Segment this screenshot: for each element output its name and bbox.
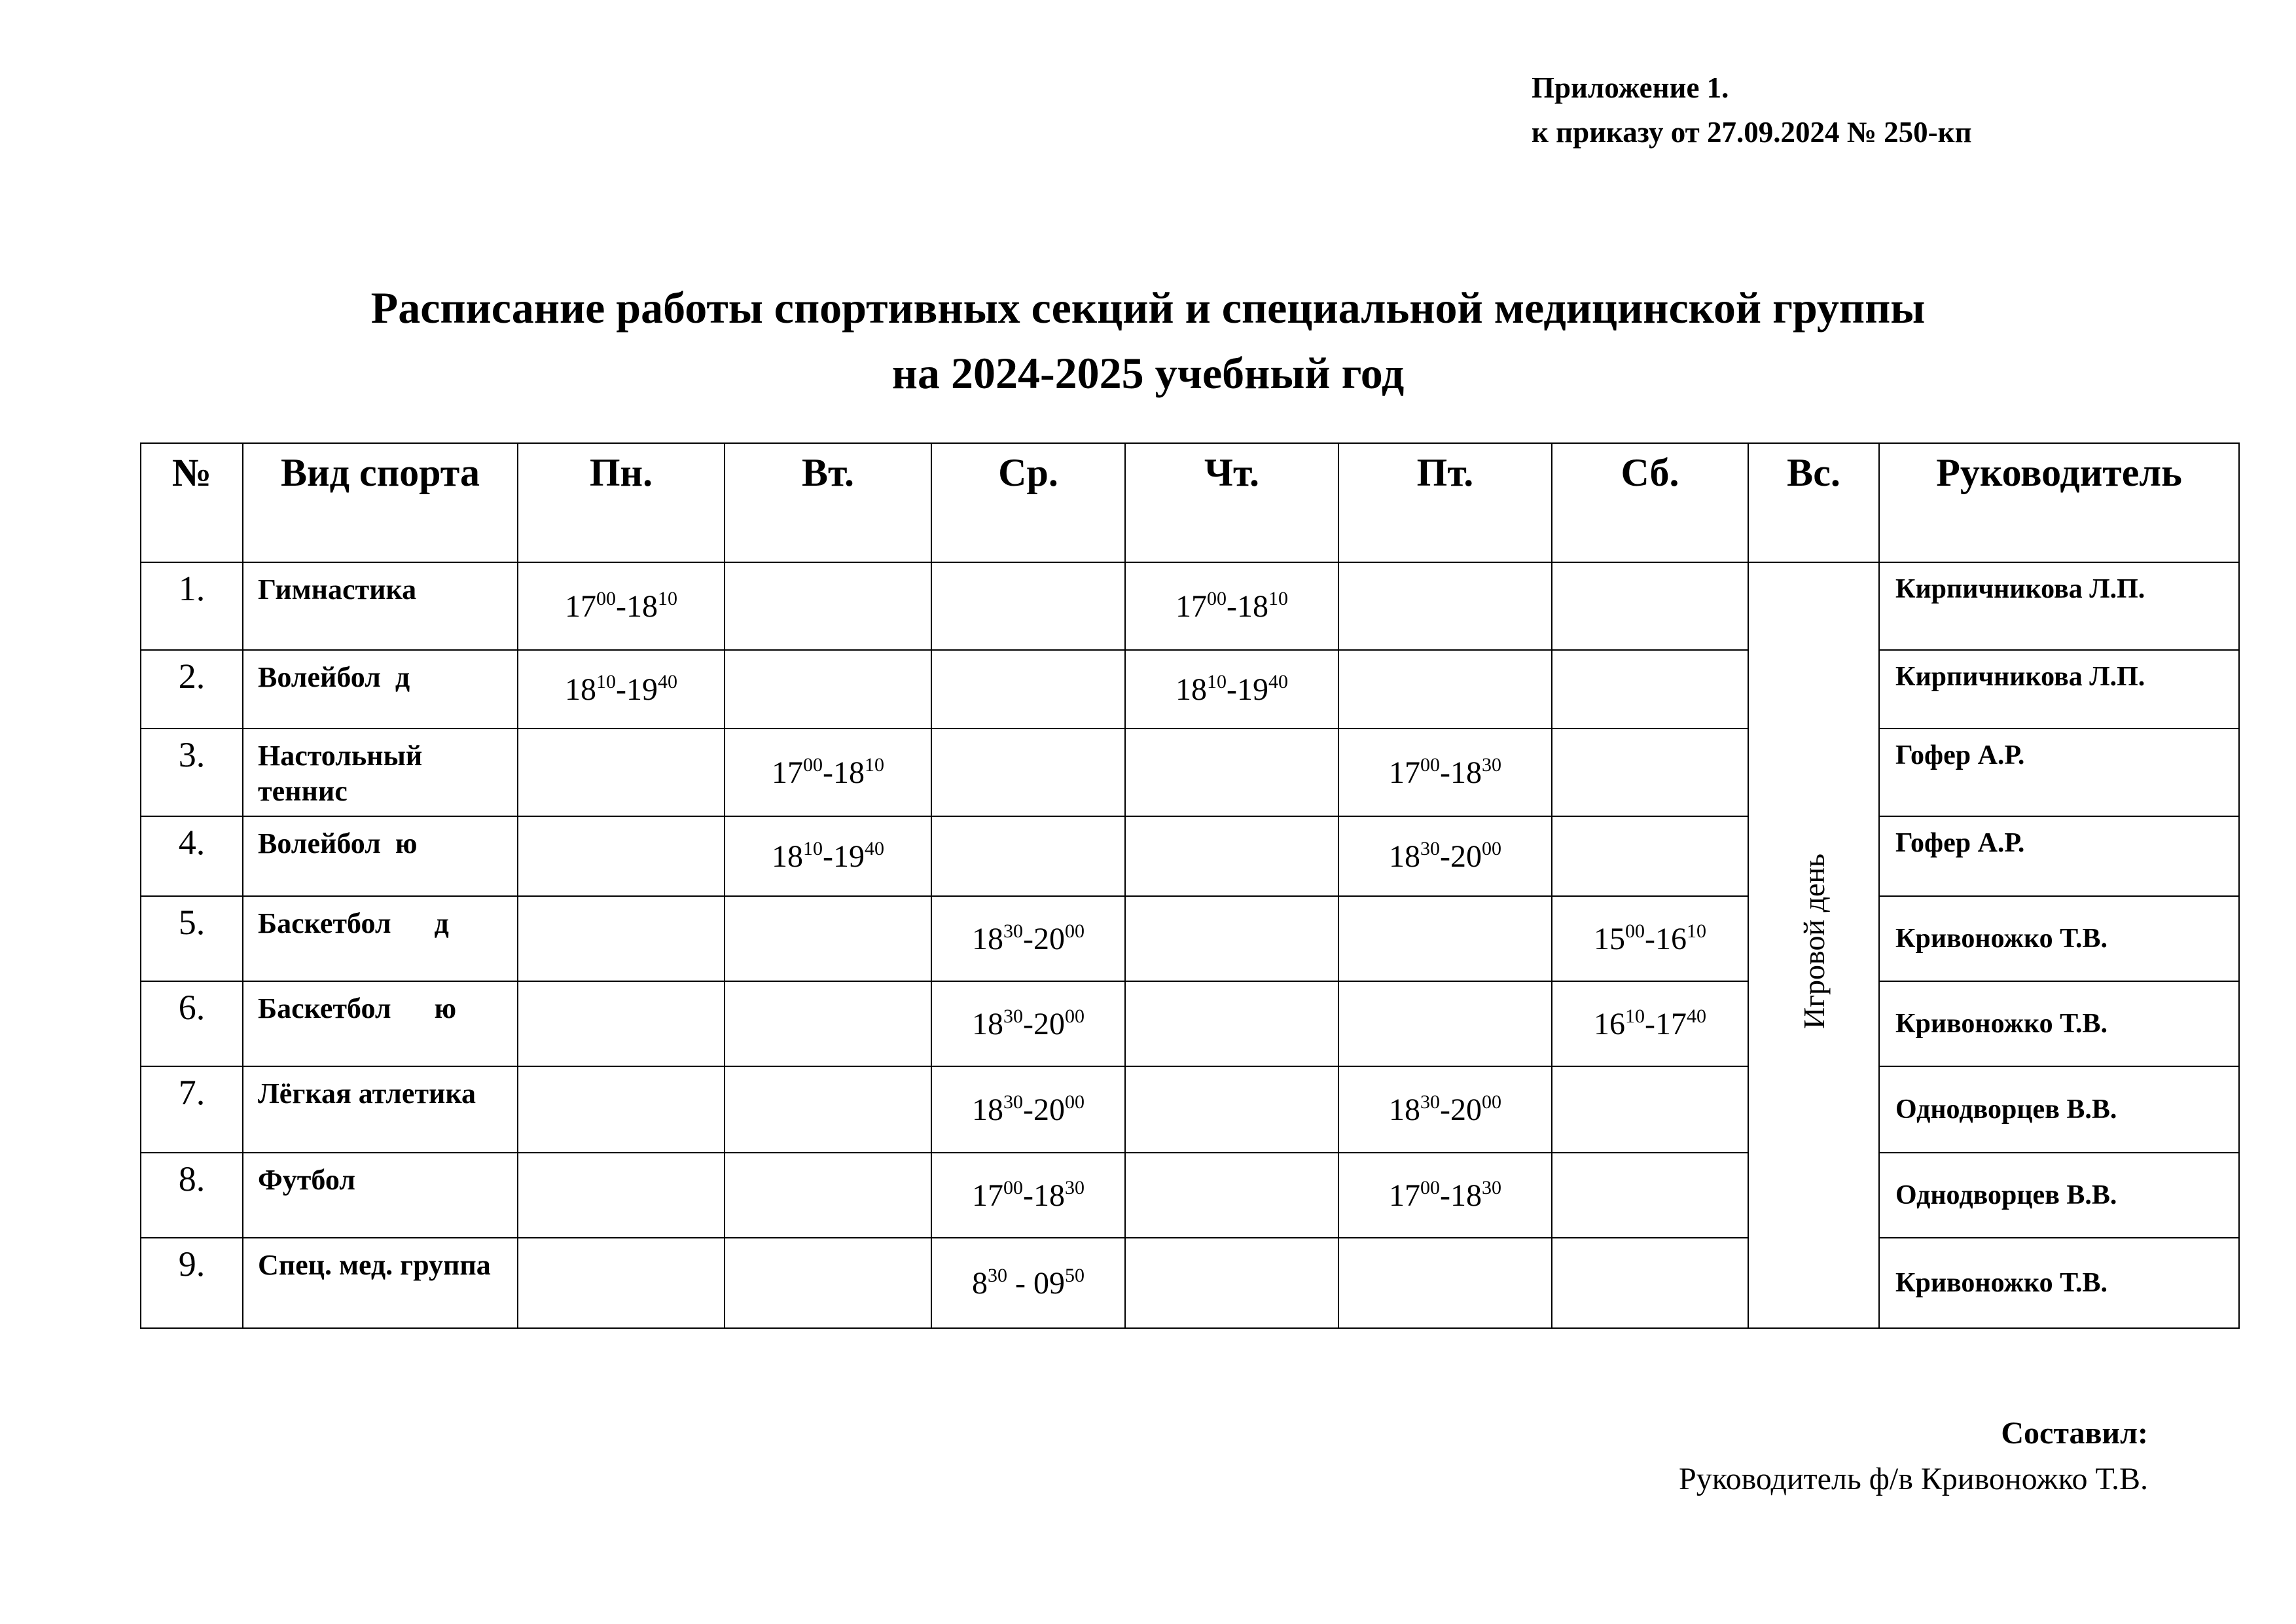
time-start-hour: 18 [1389, 1092, 1420, 1127]
time-end-hour: -19 [1227, 672, 1268, 707]
time-cell-pt [1338, 896, 1552, 981]
time-end-hour: -18 [1440, 1178, 1482, 1213]
leader-name: Гофер А.Р. [1879, 729, 2239, 816]
leader-name: Кирпичникова Л.П. [1879, 562, 2239, 650]
header-mon: Пн. [518, 443, 725, 562]
time-cell-sb [1552, 1238, 1748, 1328]
time-cell-cht [1125, 1238, 1338, 1328]
time-end-hour: -20 [1023, 1006, 1065, 1041]
row-number: 7. [141, 1066, 243, 1153]
time-cell-sb [1552, 1066, 1748, 1153]
time-cell-vt [725, 896, 931, 981]
row-number: 1. [141, 562, 243, 650]
schedule-table [140, 442, 2240, 1329]
time-cell-sr [931, 650, 1125, 729]
time-start-minute: 10 [1625, 1005, 1645, 1027]
time-end-minute: 00 [1481, 1091, 1501, 1113]
time-cell-cht [1125, 729, 1338, 816]
time-start-minute: 00 [1625, 920, 1645, 942]
leader-name: Однодворцев В.В. [1879, 1153, 2239, 1238]
row-number: 9. [141, 1238, 243, 1328]
time-cell-pt [1338, 1066, 1552, 1153]
compiled-by: Руководитель ф/в Кривоножко Т.В. [1679, 1462, 2148, 1496]
table-row [141, 981, 2239, 1066]
table-row [141, 1238, 2239, 1328]
time-cell-sr [931, 1066, 1125, 1153]
time-end-minute: 00 [1064, 920, 1085, 942]
time-cell-pn [518, 981, 725, 1066]
time-cell-sb [1552, 729, 1748, 816]
time-start-minute: 00 [1003, 1176, 1023, 1199]
header-tue: Вт. [725, 443, 931, 562]
time-start-minute: 30 [988, 1264, 1007, 1286]
sport-name: Волейбол ю [243, 816, 518, 896]
time-cell-vt [725, 1238, 931, 1328]
time-cell-pn [518, 562, 725, 650]
sport-name: Футбол [243, 1153, 518, 1238]
appendix-line-2: к приказу от 27.09.2024 № 250-кп [1532, 116, 1972, 149]
sunday-note: Игровой день [1797, 854, 1831, 1030]
leader-name: Однодворцев В.В. [1879, 1066, 2239, 1153]
time-cell-pn [518, 816, 725, 896]
time-cell-sb [1552, 1153, 1748, 1238]
table-row [141, 896, 2239, 981]
sport-name: Настольный теннис [243, 729, 518, 816]
header-num: № [141, 443, 243, 562]
time-end-hour: -19 [823, 839, 865, 874]
table-row [141, 1153, 2239, 1238]
sport-name: Лёгкая атлетика [243, 1066, 518, 1153]
time-cell-pt [1338, 650, 1552, 729]
time-cell-sb [1552, 562, 1748, 650]
header-thu: Чт. [1125, 443, 1338, 562]
time-start-minute: 00 [803, 753, 823, 776]
header-sun: Вс. [1748, 443, 1879, 562]
leader-name: Кирпичникова Л.П. [1879, 650, 2239, 729]
table-row [141, 729, 2239, 816]
time-end-minute: 10 [1268, 587, 1288, 609]
time-cell-vt [725, 729, 931, 816]
leader-name: Гофер А.Р. [1879, 816, 2239, 896]
time-start-minute: 00 [596, 587, 616, 609]
time-end-minute: 50 [1064, 1264, 1085, 1286]
time-cell-vt [725, 650, 931, 729]
time-end-hour: -20 [1023, 1092, 1065, 1127]
header-leader: Руководитель [1879, 443, 2239, 562]
header-wed: Ср. [931, 443, 1125, 562]
time-cell-pn [518, 1066, 725, 1153]
table-row [141, 1066, 2239, 1153]
time-start-hour: 18 [565, 672, 596, 707]
compiled-label: Составил: [2001, 1416, 2148, 1451]
time-cell-pt [1338, 816, 1552, 896]
time-cell-sb [1552, 981, 1748, 1066]
time-cell-cht [1125, 650, 1338, 729]
time-start-minute: 00 [1420, 1176, 1440, 1199]
time-start-hour: 17 [1389, 755, 1420, 790]
time-start-hour: 17 [772, 755, 803, 790]
time-start-hour: 18 [972, 1092, 1003, 1127]
header-sat: Сб. [1552, 443, 1748, 562]
time-end-minute: 30 [1481, 753, 1501, 776]
time-cell-cht [1125, 1066, 1338, 1153]
header-sport: Вид спорта [243, 443, 518, 562]
row-number: 5. [141, 896, 243, 981]
time-start-minute: 10 [596, 670, 616, 693]
sport-name: Спец. мед. группа [243, 1238, 518, 1328]
time-cell-pn [518, 1153, 725, 1238]
time-start-minute: 00 [1207, 587, 1227, 609]
time-end-hour: -20 [1440, 1092, 1482, 1127]
time-end-hour: -18 [823, 755, 865, 790]
time-cell-sb [1552, 650, 1748, 729]
time-end-minute: 30 [1481, 1176, 1501, 1199]
time-cell-cht [1125, 562, 1338, 650]
time-cell-vt [725, 816, 931, 896]
sport-name: Баскетбол ю [243, 981, 518, 1066]
time-start-hour: 16 [1594, 1006, 1625, 1041]
time-start-hour: 17 [1175, 588, 1207, 624]
time-end-hour: -20 [1023, 921, 1065, 956]
time-end-hour: -16 [1645, 921, 1687, 956]
row-number: 4. [141, 816, 243, 896]
time-cell-pn [518, 1238, 725, 1328]
appendix-block [1532, 65, 1972, 154]
header-fri: Пт. [1338, 443, 1552, 562]
sunday-cell [1748, 562, 1879, 1328]
time-end-minute: 40 [1686, 1005, 1706, 1027]
time-end-hour: - 09 [1007, 1265, 1065, 1301]
page-title [0, 275, 2296, 406]
row-number: 2. [141, 650, 243, 729]
time-start-minute: 10 [803, 837, 823, 859]
row-number: 6. [141, 981, 243, 1066]
time-cell-pt [1338, 981, 1552, 1066]
table-row [141, 650, 2239, 729]
time-cell-cht [1125, 896, 1338, 981]
time-end-minute: 40 [864, 837, 884, 859]
time-cell-pn [518, 729, 725, 816]
time-cell-pt [1338, 562, 1552, 650]
time-cell-vt [725, 562, 931, 650]
sport-name: Баскетбол д [243, 896, 518, 981]
sport-name: Гимнастика [243, 562, 518, 650]
time-end-hour: -17 [1645, 1006, 1687, 1041]
leader-name: Кривоножко Т.В. [1879, 896, 2239, 981]
time-start-hour: 18 [1389, 839, 1420, 874]
time-start-hour: 18 [1175, 672, 1207, 707]
time-start-minute: 00 [1420, 753, 1440, 776]
time-end-minute: 10 [864, 753, 884, 776]
time-cell-pt [1338, 1238, 1552, 1328]
title-line-2: на 2024-2025 учебный год [891, 348, 1405, 398]
time-end-hour: -18 [1440, 755, 1482, 790]
row-number: 8. [141, 1153, 243, 1238]
table-row [141, 816, 2239, 896]
time-end-minute: 30 [1064, 1176, 1085, 1199]
time-end-minute: 00 [1064, 1091, 1085, 1113]
time-cell-vt [725, 981, 931, 1066]
time-cell-sr [931, 896, 1125, 981]
time-start-minute: 30 [1003, 1091, 1023, 1113]
time-end-minute: 00 [1064, 1005, 1085, 1027]
time-end-hour: -18 [1227, 588, 1268, 624]
time-cell-cht [1125, 981, 1338, 1066]
time-end-minute: 10 [1686, 920, 1706, 942]
time-cell-pt [1338, 1153, 1552, 1238]
time-start-minute: 30 [1420, 837, 1440, 859]
header-row [141, 443, 2239, 562]
time-cell-sb [1552, 816, 1748, 896]
time-cell-vt [725, 1153, 931, 1238]
time-start-hour: 18 [772, 839, 803, 874]
time-start-minute: 30 [1003, 1005, 1023, 1027]
sport-name: Волейбол д [243, 650, 518, 729]
time-cell-pn [518, 650, 725, 729]
time-cell-sr [931, 562, 1125, 650]
time-end-minute: 10 [657, 587, 677, 609]
time-start-minute: 30 [1003, 920, 1023, 942]
row-number: 3. [141, 729, 243, 816]
leader-name: Кривоножко Т.В. [1879, 1238, 2239, 1328]
time-end-minute: 00 [1481, 837, 1501, 859]
time-cell-vt [725, 1066, 931, 1153]
title-line-1: Расписание работы спортивных секций и специальной медицинской группы [370, 283, 1926, 333]
table-row [141, 562, 2239, 650]
time-cell-sr [931, 816, 1125, 896]
time-end-hour: -20 [1440, 839, 1482, 874]
time-start-minute: 30 [1420, 1091, 1440, 1113]
time-end-hour: -19 [616, 672, 658, 707]
time-start-hour: 17 [565, 588, 596, 624]
time-start-hour: 17 [1389, 1178, 1420, 1213]
time-end-minute: 40 [657, 670, 677, 693]
time-cell-cht [1125, 1153, 1338, 1238]
time-cell-sr [931, 1238, 1125, 1328]
time-cell-pt [1338, 729, 1552, 816]
time-cell-sb [1552, 896, 1748, 981]
time-cell-sr [931, 729, 1125, 816]
time-end-hour: -18 [1023, 1178, 1065, 1213]
time-cell-sr [931, 1153, 1125, 1238]
time-start-minute: 10 [1207, 670, 1227, 693]
time-end-hour: -18 [616, 588, 658, 624]
leader-name: Кривоножко Т.В. [1879, 981, 2239, 1066]
time-cell-sr [931, 981, 1125, 1066]
time-start-hour: 17 [972, 1178, 1003, 1213]
time-start-hour: 15 [1594, 921, 1625, 956]
appendix-line-1: Приложение 1. [1532, 71, 1729, 104]
time-start-hour: 18 [972, 921, 1003, 956]
time-start-hour: 18 [972, 1006, 1003, 1041]
time-cell-pn [518, 896, 725, 981]
time-end-minute: 40 [1268, 670, 1288, 693]
time-start-hour: 8 [972, 1265, 988, 1301]
time-cell-cht [1125, 816, 1338, 896]
